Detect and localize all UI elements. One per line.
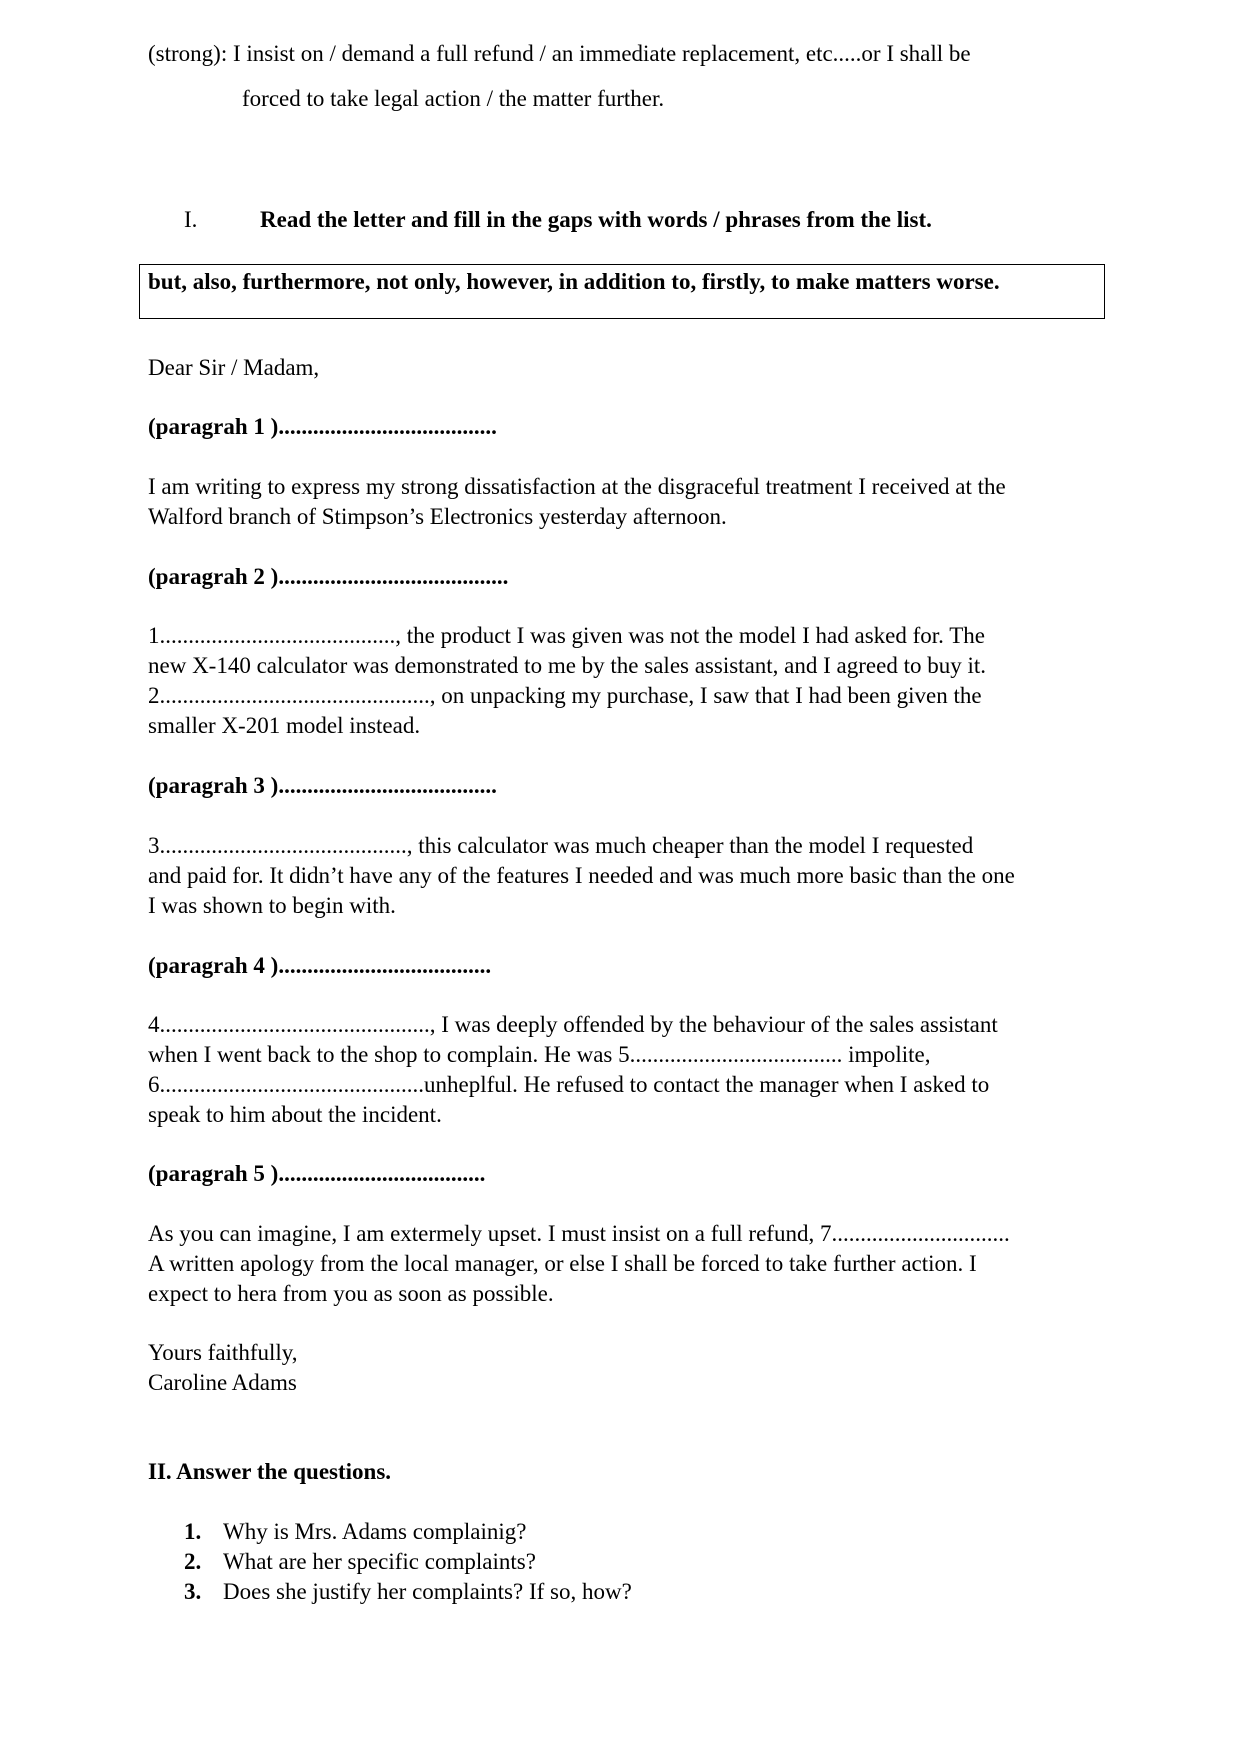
section-numeral: I. (184, 207, 198, 232)
paragraph-3-heading: (paragrah 3 )...................................... (148, 773, 497, 798)
question-number: 2. (184, 1549, 202, 1574)
salutation: Dear Sir / Madam, (148, 355, 320, 380)
question-text: Does she justify her complaints? If so, how? (223, 1579, 632, 1604)
paragraph-2-line: 1........................................., the product I was given was not the model I had asked for. The (148, 623, 986, 648)
intro-line-2: forced to take legal action / the matter further. (242, 86, 665, 111)
section-instruction: Read the letter and fill in the gaps with words / phrases from the list. (260, 207, 932, 232)
paragraph-4-heading: (paragrah 4 )..................................... (148, 953, 492, 978)
paragraph-5-heading: (paragrah 5 ).................................... (148, 1161, 486, 1186)
paragraph-4-line: 6..............................................unheplful. He refused to contact the manager when I asked to (148, 1072, 990, 1097)
paragraph-2-line: new X-140 calculator was demonstrated to me by the sales assistant, and I agreed to buy it. (148, 653, 986, 678)
intro-line-1: (strong): I insist on / demand a full refund / an immediate replacement, etc.....or I shall be (148, 41, 971, 66)
section-2-heading: II. Answer the questions. (148, 1459, 392, 1484)
paragraph-1-heading: (paragrah 1 )...................................... (148, 414, 497, 439)
question-text: What are her specific complaints? (223, 1549, 536, 1574)
paragraph-5-line: expect to hera from you as soon as possible. (148, 1281, 554, 1306)
question-number: 1. (184, 1519, 202, 1544)
word-list: but, also, furthermore, not only, however, in addition to, firstly, to make matters worse. (148, 269, 1000, 294)
paragraph-2-line: smaller X-201 model instead. (148, 713, 421, 738)
paragraph-1-line: Walford branch of Stimpson’s Electronics yesterday afternoon. (148, 504, 727, 529)
paragraph-4-line: 4..............................................., I was deeply offended by the behaviour of the sales assistant (148, 1012, 998, 1037)
paragraph-5-line: As you can imagine, I am extermely upset. I must insist on a full refund, 7............................... (148, 1221, 1010, 1246)
paragraph-3-line: I was shown to begin with. (148, 893, 396, 918)
closing: Yours faithfully, (148, 1340, 298, 1365)
paragraph-4-line: when I went back to the shop to complain. He was 5..................................... impolite, (148, 1042, 931, 1067)
paragraph-3-line: and paid for. It didn’t have any of the features I needed and was much more basic than the one (148, 863, 1015, 888)
paragraph-4-line: speak to him about the incident. (148, 1102, 442, 1127)
paragraph-2-line: 2..............................................., on unpacking my purchase, I saw that I had been given the (148, 683, 982, 708)
question-number: 3. (184, 1579, 202, 1604)
paragraph-1-line: I am writing to express my strong dissatisfaction at the disgraceful treatment I received at the (148, 474, 1006, 499)
question-text: Why is Mrs. Adams complainig? (223, 1519, 527, 1544)
paragraph-5-line: A written apology from the local manager, or else I shall be forced to take further action. I (148, 1251, 977, 1276)
paragraph-3-line: 3..........................................., this calculator was much cheaper than the model I requested (148, 833, 974, 858)
paragraph-2-heading: (paragrah 2 )........................................ (148, 564, 509, 589)
signature: Caroline Adams (148, 1370, 297, 1395)
